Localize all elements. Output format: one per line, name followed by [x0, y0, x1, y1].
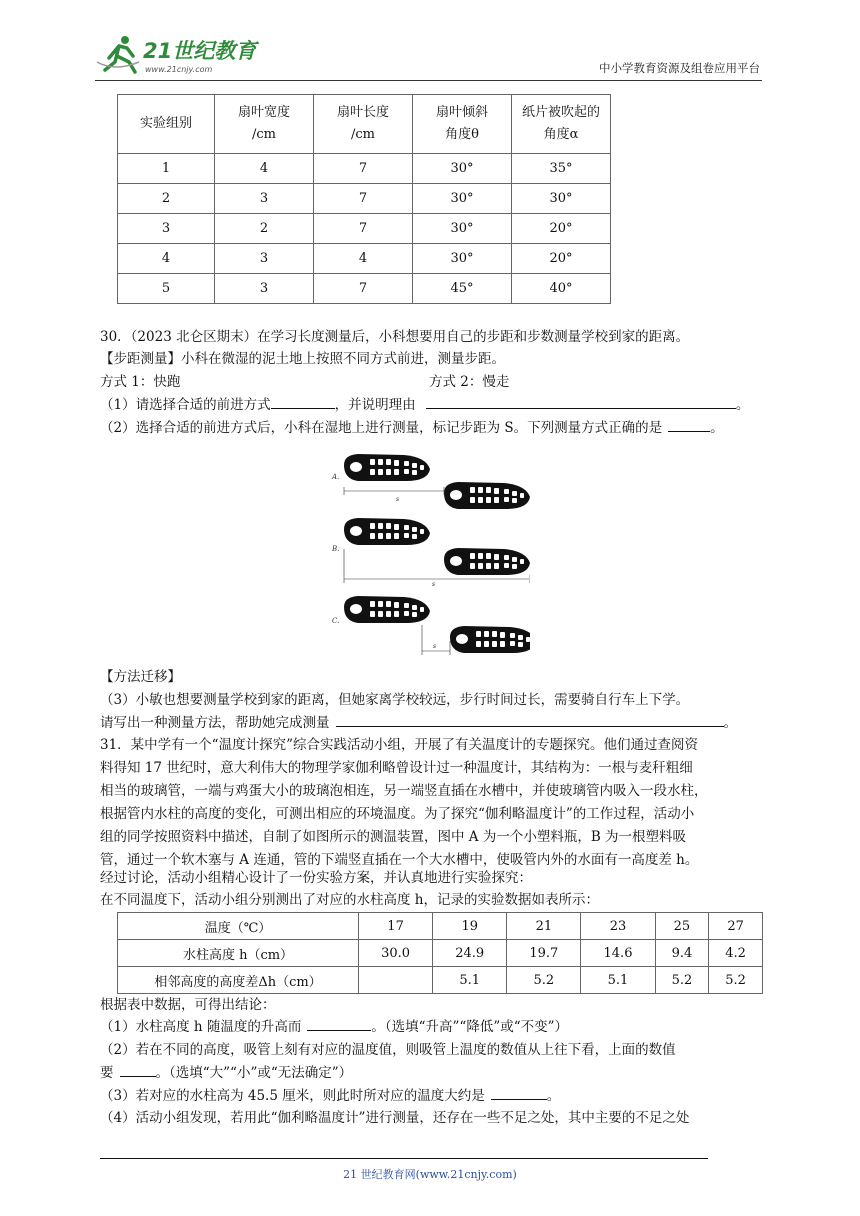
table-cell: 7 [314, 154, 413, 184]
table-cell: 7 [314, 214, 413, 244]
q31-line: 31．某中学有一个“温度计探究”综合实践活动小组，开展了有关温度计的专题探究。他们通过查阅资 [100, 737, 698, 753]
svg-text:s: s [432, 581, 436, 588]
table-cell [359, 967, 433, 994]
table-cell: 19 [433, 913, 507, 940]
svg-text:www.21cnjy.com: www.21cnjy.com [145, 65, 213, 74]
header-cell: 纸片被吹起的 角度α [512, 95, 611, 154]
q31-part3: （3）若对应的水柱高为 45.5 厘米，则此时所对应的温度大约是 。 [100, 1085, 764, 1107]
table-cell: 2 [118, 184, 215, 214]
answer-blank[interactable] [668, 417, 710, 432]
runner-icon [97, 36, 139, 72]
table-cell: 5.1 [433, 967, 507, 994]
answer-blank[interactable] [336, 712, 724, 727]
footer-text: 21 世纪教育网(www.21cnjy.com) [343, 1168, 517, 1181]
table-cell: 7 [314, 184, 413, 214]
q31-part4: （4）活动小组发现，若用此“伽利略温度计”进行测量，还存在一些不足之处，其中主要的不足之处 [100, 1110, 690, 1126]
table-cell: 4.2 [709, 940, 763, 967]
q31-line: 在不同温度下，活动小组分别测出了对应的水柱高度 h，记录的实验数据如表所示： [100, 892, 599, 908]
table-cell: 3 [215, 244, 314, 274]
table-cell: 30° [413, 154, 512, 184]
table-cell: 水柱高度 h（cm） [118, 940, 359, 967]
table-cell: 35° [512, 154, 611, 184]
method-2: 方式 2：慢走 [429, 374, 510, 390]
svg-text:21世纪教育: 21世纪教育 [143, 39, 257, 63]
table-cell: 相邻高度的高度差Δh（cm） [118, 967, 359, 994]
q31-part2-cont: 要 。（选填“大”“小”或“无法确定”） [100, 1062, 764, 1084]
table-cell: 9.4 [655, 940, 709, 967]
table-cell: 40° [512, 274, 611, 304]
q31-line: 经过讨论，活动小组精心设计了一份实验方案，并认真地进行实验探究： [100, 870, 532, 886]
q31-line: 料得知 17 世纪时，意大利伟大的物理学家伽利略曾设计过一种温度计，其结构为：一根与麦秆粗细 [100, 760, 693, 776]
q31-line: 组的同学按照资料中描述，自制了如图所示的测温装置，图中 A 为一个小塑料瓶，B 为一根塑料吸 [100, 829, 687, 845]
site-logo [95, 32, 270, 78]
table-row [118, 244, 611, 274]
table-cell: 5.2 [709, 967, 763, 994]
table-cell: 2 [215, 214, 314, 244]
svg-text:s: s [396, 496, 400, 503]
table-cell: 5.1 [581, 967, 655, 994]
q31-conclusion-intro: 根据表中数据，可得出结论： [100, 997, 276, 1013]
table-cell: 1 [118, 154, 215, 184]
table-cell: 5.2 [655, 967, 709, 994]
table-row [118, 214, 611, 244]
table-cell: 27 [709, 913, 763, 940]
table-cell: 30° [413, 214, 512, 244]
q30-part3: （3）小敏也想要测量学校到家的距离，但她家离学校较远，步行时间过长，需要骑自行车上下学。 [100, 692, 690, 708]
q30-title: 30．（2023 北仑区期末）在学习长度测量后，小科想要用自己的步距和步数测量学校到家的距离。 [100, 329, 690, 345]
site-name: 中小学教育资源及组卷应用平台 [599, 61, 760, 75]
footprint-icon [444, 482, 530, 509]
method-transfer-heading: 【方法迁移】 [100, 669, 181, 685]
footprint-figure [330, 445, 530, 663]
table-cell: 19.7 [507, 940, 581, 967]
table-cell: 25 [655, 913, 709, 940]
svg-text:s: s [433, 643, 437, 650]
table-row [118, 967, 763, 994]
option-b-label: B. [332, 545, 340, 553]
footprint-icon [344, 596, 430, 623]
answer-blank[interactable] [491, 1085, 547, 1100]
table-cell: 23 [581, 913, 655, 940]
table-cell: 24.9 [433, 940, 507, 967]
table-cell: 20° [512, 244, 611, 274]
footer-divider [100, 1158, 708, 1159]
header-divider [95, 80, 762, 81]
answer-blank[interactable] [120, 1062, 156, 1077]
table-cell: 30° [413, 244, 512, 274]
footprint-icon [450, 626, 530, 653]
table-cell: 5.2 [507, 967, 581, 994]
table-cell: 14.6 [581, 940, 655, 967]
table-row [118, 274, 611, 304]
q31-part1: （1）水柱高度 h 随温度的升高而 。（选填“升高”“降低”或“不变”） [100, 1016, 764, 1038]
experiment-table [117, 94, 611, 304]
table-cell: 4 [314, 244, 413, 274]
footprint-icon [344, 518, 430, 545]
footprint-icon [344, 454, 430, 481]
table-row [118, 184, 611, 214]
option-c-label: C. [332, 617, 340, 625]
table-row [118, 913, 763, 940]
table-cell: 45° [413, 274, 512, 304]
table-cell: 7 [314, 274, 413, 304]
q30-part1: （1）请选择合适的前进方式 ，并说明理由 。 [100, 394, 764, 416]
table-row [118, 154, 611, 184]
table-cell: 17 [359, 913, 433, 940]
q31-line: 管，通过一个软木塞与 A 连通，管的下端竖直插在一个大水槽中，使吸管内外的水面有一高度差 h。 [100, 852, 699, 868]
table-cell: 5 [118, 274, 215, 304]
footprint-icon [444, 548, 530, 575]
table-cell: 30° [512, 184, 611, 214]
option-a-label: A. [332, 473, 340, 481]
table-cell: 3 [118, 214, 215, 244]
header-cell: 实验组别 [118, 95, 215, 154]
method-1: 方式 1：快跑 [100, 374, 181, 390]
q30-methods [100, 371, 764, 393]
q30-step-measure: 【步距测量】小科在微湿的泥土地上按照不同方式前进，测量步距。 [100, 351, 505, 367]
table-cell: 30.0 [359, 940, 433, 967]
table-header-row [118, 95, 611, 154]
table-cell: 4 [215, 154, 314, 184]
answer-blank[interactable] [271, 394, 335, 409]
table-row [118, 940, 763, 967]
header-cell: 扇叶倾斜 角度θ [413, 95, 512, 154]
q31-line: 根据管内水柱的高度的变化，可测出相应的环境温度。为了探究“伽利略温度计”的工作过程，活动小 [100, 806, 695, 822]
temperature-table [117, 912, 763, 994]
answer-blank[interactable] [307, 1016, 371, 1031]
answer-blank[interactable] [426, 394, 736, 409]
q31-part2: （2）若在不同的高度，吸管上刻有对应的温度值，则吸管上温度的数值从上往下看，上面的数值 [100, 1042, 676, 1058]
table-cell: 温度（℃） [118, 913, 359, 940]
table-cell: 3 [215, 184, 314, 214]
header-cell: 扇叶长度 /cm [314, 95, 413, 154]
table-cell: 20° [512, 214, 611, 244]
header-cell: 扇叶宽度 /cm [215, 95, 314, 154]
q30-part3-cont: 请写出一种测量方法，帮助她完成测量 。 [100, 712, 764, 734]
table-cell: 3 [215, 274, 314, 304]
q30-part2: （2）选择合适的前进方式后，小科在湿地上进行测量，标记步距为 S。下列测量方式正确的是 。 [100, 417, 764, 439]
table-cell: 4 [118, 244, 215, 274]
q31-line: 相当的玻璃管，一端与鸡蛋大小的玻璃泡相连，另一端竖直插在水槽中，并使玻璃管内吸入一段水柱， [100, 783, 708, 799]
table-cell: 21 [507, 913, 581, 940]
table-cell: 30° [413, 184, 512, 214]
